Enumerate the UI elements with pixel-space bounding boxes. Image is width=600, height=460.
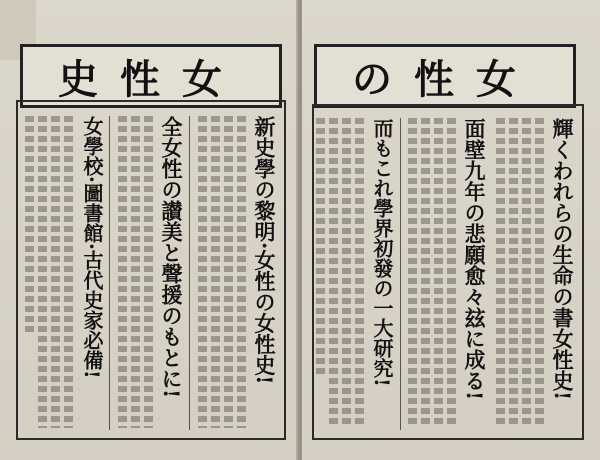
right-body-column xyxy=(535,118,544,428)
right-page xyxy=(302,0,600,460)
column-divider xyxy=(189,116,190,430)
left-body-column xyxy=(25,116,34,336)
right-body-column xyxy=(342,118,351,428)
right-body-column xyxy=(421,118,430,428)
left-body-column xyxy=(224,116,233,428)
left-heading-2: 全女性の讃美と聲援のもとに! xyxy=(159,116,184,399)
right-heading-3: 而もこれ學界初發の一大研究! xyxy=(370,118,394,387)
right-body-column xyxy=(316,118,325,378)
right-body-column xyxy=(522,118,531,428)
right-body-column xyxy=(496,118,505,428)
right-body-column xyxy=(447,118,456,428)
left-body-column xyxy=(237,116,246,428)
left-heading-3: 女學校·圖書館·古代史家必備! xyxy=(80,116,104,379)
left-banner: 史性女 xyxy=(20,44,282,108)
column-divider xyxy=(109,116,110,430)
column-divider xyxy=(400,118,401,430)
right-body-column xyxy=(408,118,417,428)
right-heading-1: 輝くわれらの生命の書女性史! xyxy=(550,118,575,401)
left-heading-1: 新史學の黎明·女性の女性史! xyxy=(252,116,277,385)
left-page xyxy=(0,0,298,460)
left-body-column xyxy=(38,116,47,428)
right-body-column xyxy=(355,118,364,428)
left-body-column xyxy=(144,116,153,428)
left-body-column xyxy=(118,116,127,428)
right-body-column xyxy=(509,118,518,428)
left-body-column xyxy=(51,116,60,428)
right-banner: の性女 xyxy=(314,44,576,108)
right-heading-2: 面壁九年の悲願愈々玆に成る! xyxy=(462,118,487,401)
left-body-column xyxy=(131,116,140,428)
right-body-column xyxy=(329,118,338,428)
left-body-column xyxy=(198,116,207,428)
left-body-column xyxy=(64,116,73,428)
right-body-column xyxy=(434,118,443,428)
left-body-column xyxy=(211,116,220,428)
